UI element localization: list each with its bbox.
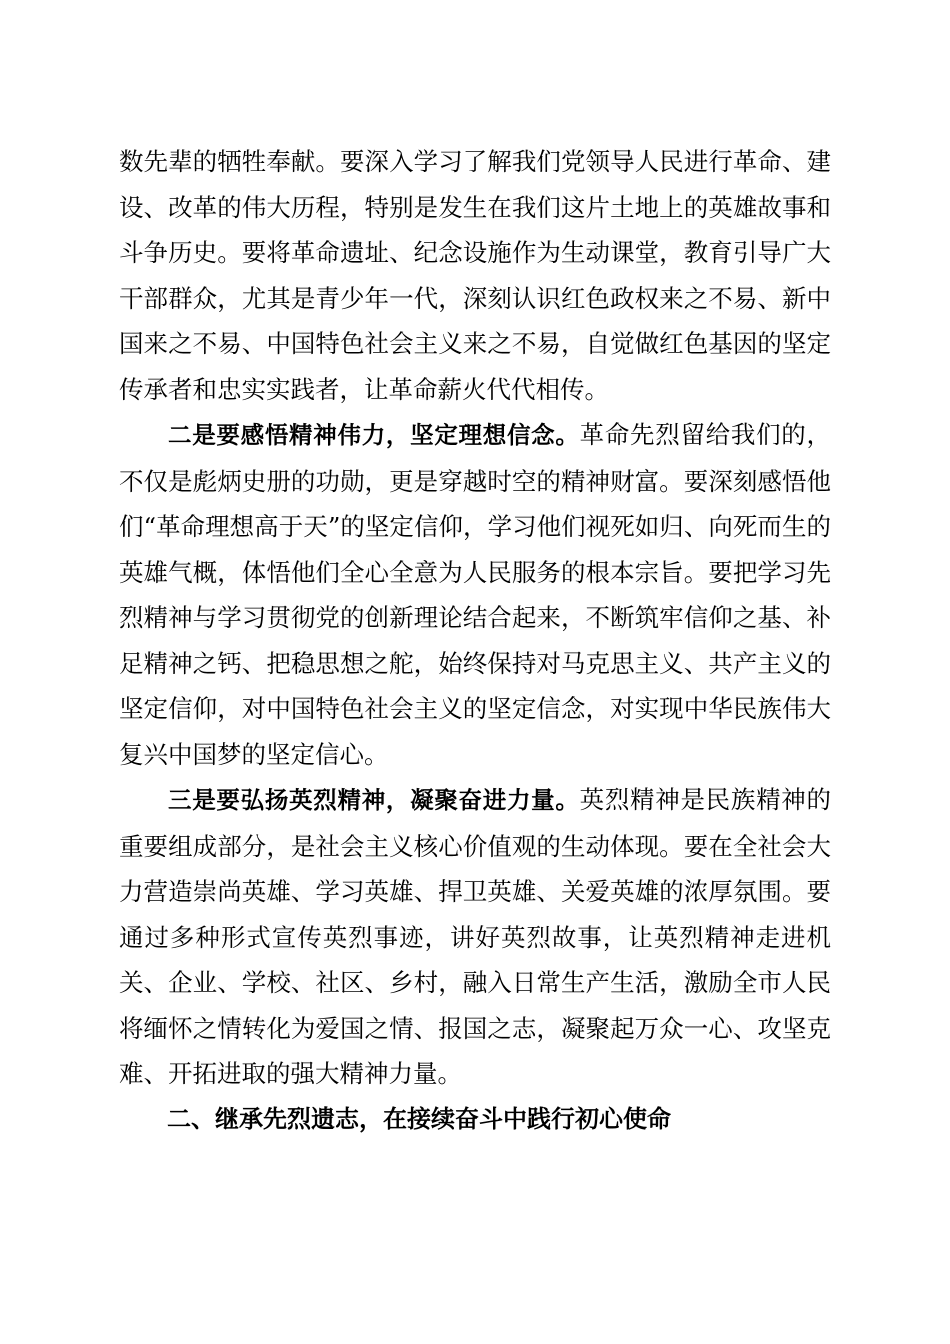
paragraph-point-three — [119, 777, 831, 1097]
section-heading: 二、继承先烈遗志，在接续奋斗中践行初心使命 — [167, 1104, 671, 1133]
document-page — [119, 139, 831, 1142]
paragraph-point-two — [119, 412, 831, 777]
paragraph-continuation — [119, 139, 831, 412]
paragraph-lead: 三是要弘扬英烈精神，凝聚奋进力量。 — [168, 786, 580, 814]
paragraph-body: 数先辈的牺牲奉献。要深入学习了解我们党领导人民进行革命、建设、改革的伟大历程，特别是发生在我们这片土地上的英雄故事和斗争历史。要将革命遗址、纪念设施作为生动课堂，教育引导广大干部群众，尤其是青少年一代，深刻认识红色政权来之不易、新中国来之不易、中国特色社会主义来之不易，自觉做红色基因的坚定传承者和忠实实践者，让革命薪火代代相传。 — [119, 147, 831, 404]
paragraph-lead: 二是要感悟精神伟力，坚定理想信念。 — [168, 421, 580, 449]
paragraph-body: 革命先烈留给我们的，不仅是彪炳史册的功勋，更是穿越时空的精神财富。要深刻感悟他们“革命理想高于天”的坚定信仰，学习他们视死如归、向死而生的英雄气概，体悟他们全心全意为人民服务的根本宗旨。要把学习先烈精神与学习贯彻党的创新理论结合起来，不断筑牢信仰之基、补足精神之钙、把稳思想之舵，始终保持对马克思主义、共产主义的坚定信仰，对中国特色社会主义的坚定信念，对实现中华民族伟大复兴中国梦的坚定信心。 — [119, 420, 832, 769]
paragraph-body: 英烈精神是民族精神的重要组成部分，是社会主义核心价值观的生动体现。要在全社会大力营造崇尚英雄、学习英雄、捍卫英雄、关爱英雄的浓厚氛围。要通过多种形式宣传英烈事迹，讲好英烈故事，让英烈精神走进机关、企业、学校、社区、乡村，融入日常生产生活，激励全市人民将缅怀之情转化为爱国之情、报国之志，凝聚起万众一心、攻坚克难、开拓进取的强大精神力量。 — [119, 785, 832, 1088]
